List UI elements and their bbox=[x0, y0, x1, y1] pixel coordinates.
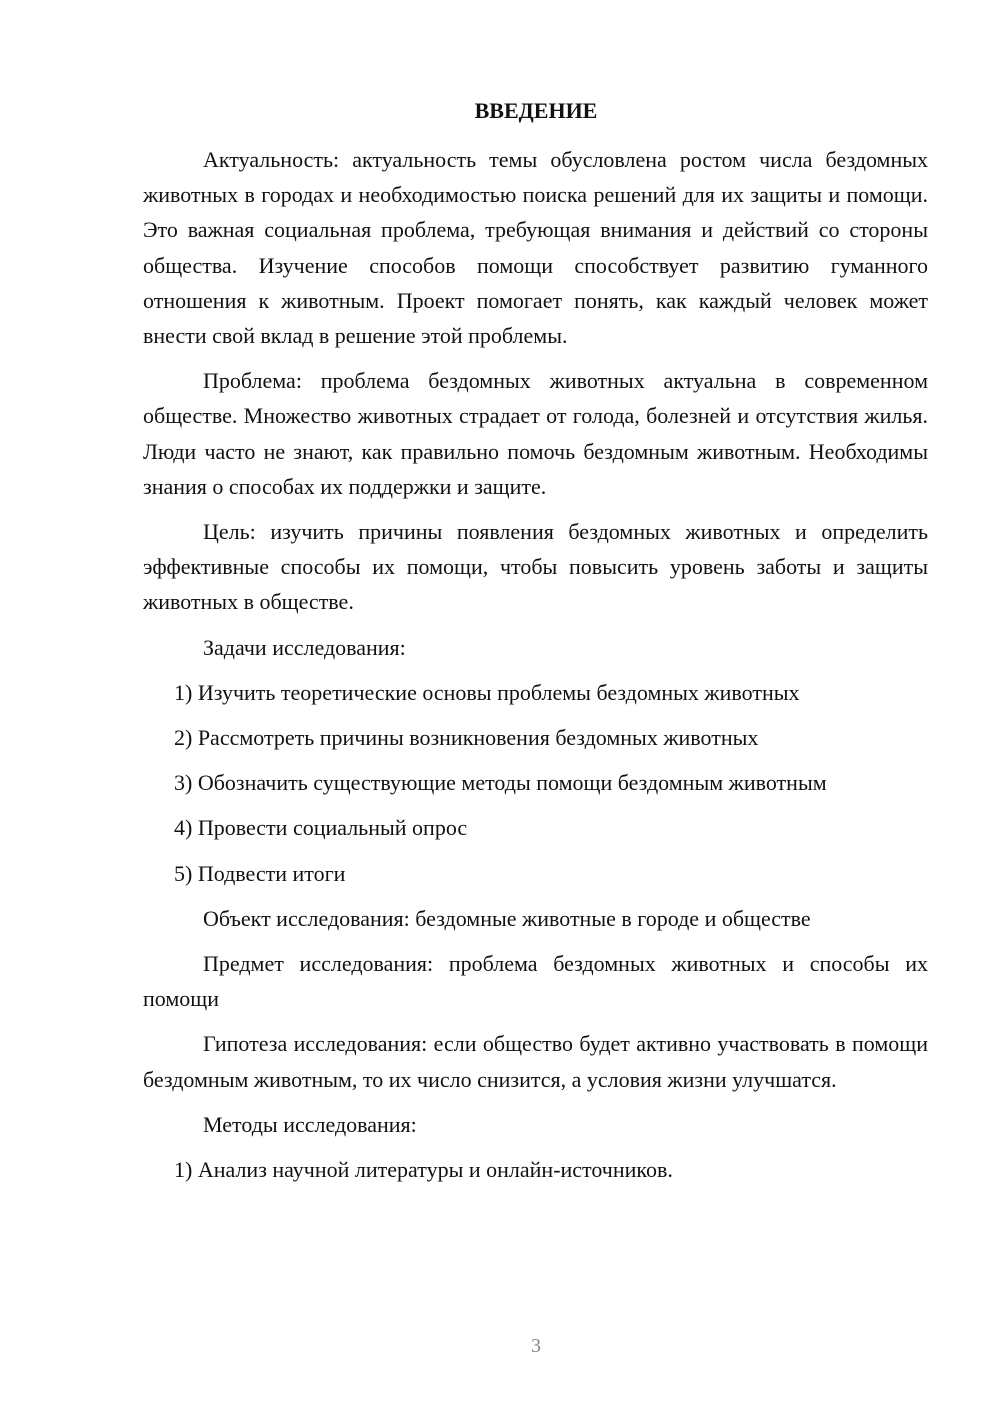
tasks-heading: Задачи исследования: bbox=[203, 634, 406, 660]
page-title: ВВЕДЕНИЕ bbox=[474, 98, 598, 123]
problem-paragraph: Проблема: проблема бездомных животных актуальна в современном обществе. Множество животных страдает от голода, болезней и отсутствия жилья. Люди часто не знают, как правильно помочь бездомным животным. Необходимы знания о способах их поддержки и защите. bbox=[143, 368, 928, 499]
object-paragraph: Объект исследования: бездомные животные в городе и обществе bbox=[203, 905, 811, 931]
list-item: 3) Обозначить существующие методы помощи бездомным животным bbox=[174, 770, 827, 796]
list-item: 1) Анализ научной литературы и онлайн-источников. bbox=[174, 1157, 673, 1183]
methods-heading: Методы исследования: bbox=[203, 1111, 417, 1137]
hypothesis-paragraph: Гипотеза исследования: если общество будет активно участвовать в помощи бездомным животным, то их число снизится, а условия жизни улучшатся. bbox=[143, 1031, 928, 1092]
relevance-paragraph: Актуальность: актуальность темы обусловлена ростом числа бездомных животных в городах и необходимостью поиска решений для их защиты и помощи. Это важная социальная проблема, требующая внимания и действий со стороны общества. Изучение способов помощи способствует развитию гуманного отношения к животным. Проект помогает понять, как каждый человек может внести свой вклад в решение этой проблемы. bbox=[143, 147, 928, 349]
goal-paragraph: Цель: изучить причины появления бездомных животных и определить эффективные способы их помощи, чтобы повысить уровень заботы и защиты животных в обществе. bbox=[143, 519, 928, 615]
subject-paragraph: Предмет исследования: проблема бездомных животных и способы их помощи bbox=[143, 951, 928, 1012]
methods-list bbox=[143, 1152, 928, 1187]
list-item: 5) Подвести итоги bbox=[174, 860, 346, 886]
list-item: 1) Изучить теоретические основы проблемы бездомных животных bbox=[174, 679, 800, 705]
tasks-list bbox=[143, 675, 928, 891]
page-number: 3 bbox=[531, 1335, 541, 1357]
list-item: 2) Рассмотреть причины возникновения бездомных животных bbox=[174, 725, 759, 751]
list-item: 4) Провести социальный опрос bbox=[174, 815, 468, 841]
document-body bbox=[143, 142, 928, 1197]
